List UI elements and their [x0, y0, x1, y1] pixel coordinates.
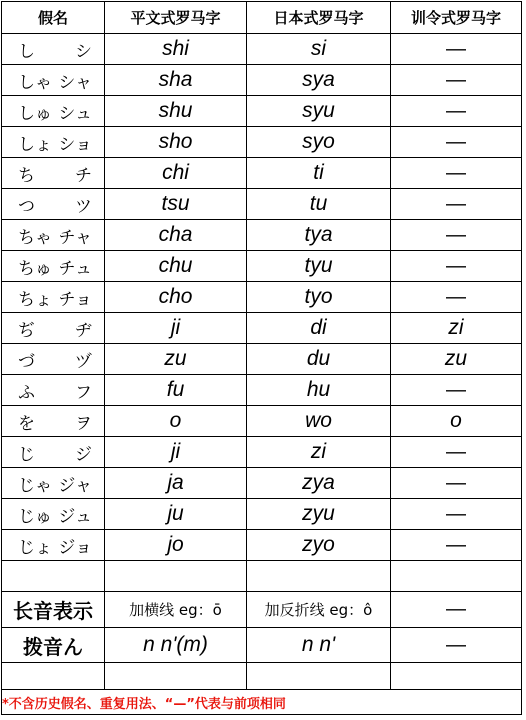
kunrei-cell: zu [391, 344, 522, 375]
kana-cell [2, 499, 105, 530]
hatsuon-nihon: n n' [247, 628, 391, 663]
hiragana: ぢ [18, 320, 35, 341]
nihon-cell: syo [247, 127, 391, 158]
nihon-cell: syu [247, 96, 391, 127]
hepburn-cell: tsu [105, 189, 247, 220]
kana-cell [2, 530, 105, 561]
kana-cell [2, 282, 105, 313]
kunrei-cell: — [391, 437, 522, 468]
kana-cell [2, 406, 105, 437]
kana-cell [2, 34, 105, 65]
nihon-cell: tyu [247, 251, 391, 282]
katakana: チョ [58, 289, 92, 310]
nihon-cell: zyu [247, 499, 391, 530]
kunrei-cell: — [391, 127, 522, 158]
katakana: ジ [75, 444, 92, 465]
hiragana: ちょ [18, 289, 52, 310]
kunrei-cell: — [391, 282, 522, 313]
nihon-cell: zyo [247, 530, 391, 561]
katakana: ジョ [58, 537, 92, 558]
hiragana: ふ [18, 382, 35, 403]
hepburn-cell: chi [105, 158, 247, 189]
table-row [2, 189, 522, 220]
hiragana: し [18, 41, 35, 62]
hiragana: つ [18, 196, 35, 217]
long-vowel-row [2, 592, 522, 628]
hiragana: しゃ [18, 72, 52, 93]
long-vowel-hepburn: 加横线 eg：ō [105, 592, 247, 628]
hiragana: しょ [18, 134, 52, 155]
long-vowel-kunrei: — [391, 592, 522, 628]
hiragana: ちゃ [18, 227, 52, 248]
nihon-cell: tya [247, 220, 391, 251]
table-row [2, 499, 522, 530]
hiragana: じゅ [18, 506, 52, 527]
kunrei-cell: zi [391, 313, 522, 344]
nihon-cell: si [247, 34, 391, 65]
katakana: シ [75, 41, 92, 62]
kunrei-cell: — [391, 189, 522, 220]
kunrei-cell: — [391, 65, 522, 96]
katakana: チャ [58, 227, 92, 248]
katakana: ツ [75, 196, 92, 217]
hepburn-cell: zu [105, 344, 247, 375]
nihon-cell: tyo [247, 282, 391, 313]
table-row [2, 344, 522, 375]
hepburn-cell: sha [105, 65, 247, 96]
katakana: ヅ [75, 351, 92, 372]
header-kunrei: 训令式罗马字 [391, 2, 522, 34]
hepburn-cell: jo [105, 530, 247, 561]
kunrei-cell: — [391, 375, 522, 406]
footnote: *不含历史假名、重复用法、“—”代表与前项相同 [2, 690, 522, 715]
footnote-row [2, 690, 522, 715]
kunrei-cell: — [391, 468, 522, 499]
kana-cell [2, 220, 105, 251]
hepburn-cell: shi [105, 34, 247, 65]
kana-cell [2, 375, 105, 406]
katakana: ヲ [75, 413, 92, 434]
table-row [2, 127, 522, 158]
hepburn-cell: ji [105, 313, 247, 344]
header-kana: 假名 [2, 2, 105, 34]
blank-row [2, 663, 522, 690]
katakana: シャ [58, 72, 92, 93]
nihon-cell: zya [247, 468, 391, 499]
hiragana: じゃ [18, 475, 52, 496]
hepburn-cell: fu [105, 375, 247, 406]
header-hepburn: 平文式罗马字 [105, 2, 247, 34]
kunrei-cell: — [391, 530, 522, 561]
hepburn-cell: o [105, 406, 247, 437]
kana-cell [2, 96, 105, 127]
nihon-cell: sya [247, 65, 391, 96]
hepburn-cell: shu [105, 96, 247, 127]
nihon-cell: tu [247, 189, 391, 220]
hatsuon-label: 拨音ん [2, 628, 105, 663]
hiragana: じょ [18, 537, 52, 558]
table-row [2, 375, 522, 406]
kana-cell [2, 65, 105, 96]
katakana: シュ [58, 103, 92, 124]
kunrei-cell: — [391, 158, 522, 189]
kana-cell [2, 313, 105, 344]
table-row [2, 251, 522, 282]
hatsuon-hepburn: n n'(m) [105, 628, 247, 663]
kana-cell [2, 437, 105, 468]
kana-cell [2, 158, 105, 189]
katakana: チ [75, 165, 92, 186]
table-row [2, 65, 522, 96]
hatsuon-kunrei: — [391, 628, 522, 663]
hiragana: じ [18, 444, 35, 465]
hatsuon-row [2, 628, 522, 663]
katakana: フ [75, 382, 92, 403]
hepburn-cell: chu [105, 251, 247, 282]
header-row [2, 2, 522, 34]
nihon-cell: hu [247, 375, 391, 406]
kunrei-cell: — [391, 34, 522, 65]
kana-cell [2, 344, 105, 375]
table-row [2, 437, 522, 468]
table-row [2, 468, 522, 499]
header-nihon: 日本式罗马字 [247, 2, 391, 34]
kunrei-cell: — [391, 96, 522, 127]
hiragana: ち [18, 165, 35, 186]
hepburn-cell: ja [105, 468, 247, 499]
kana-cell [2, 251, 105, 282]
kunrei-cell: — [391, 251, 522, 282]
nihon-cell: wo [247, 406, 391, 437]
table-row [2, 34, 522, 65]
kunrei-cell: o [391, 406, 522, 437]
katakana: ヂ [75, 320, 92, 341]
table-row [2, 158, 522, 189]
blank-row [2, 561, 522, 592]
table-row [2, 96, 522, 127]
kunrei-cell: — [391, 220, 522, 251]
hepburn-cell: cho [105, 282, 247, 313]
katakana: チュ [58, 258, 92, 279]
table-row [2, 282, 522, 313]
nihon-cell: ti [247, 158, 391, 189]
table-row [2, 406, 522, 437]
nihon-cell: di [247, 313, 391, 344]
katakana: ショ [58, 134, 92, 155]
table-row [2, 220, 522, 251]
kana-cell [2, 468, 105, 499]
hiragana: を [18, 413, 35, 434]
romanization-table [1, 1, 522, 715]
kana-cell [2, 127, 105, 158]
hepburn-cell: cha [105, 220, 247, 251]
hiragana: ちゅ [18, 258, 52, 279]
kunrei-cell: — [391, 499, 522, 530]
table-row [2, 530, 522, 561]
katakana: ジャ [58, 475, 92, 496]
hepburn-cell: ji [105, 437, 247, 468]
hiragana: づ [18, 351, 35, 372]
nihon-cell: du [247, 344, 391, 375]
hepburn-cell: ju [105, 499, 247, 530]
long-vowel-label: 长音表示 [2, 592, 105, 628]
katakana: ジュ [58, 506, 92, 527]
table-row [2, 313, 522, 344]
hepburn-cell: sho [105, 127, 247, 158]
nihon-cell: zi [247, 437, 391, 468]
kana-cell [2, 189, 105, 220]
hiragana: しゅ [18, 103, 52, 124]
long-vowel-nihon: 加反折线 eg：ô [247, 592, 391, 628]
